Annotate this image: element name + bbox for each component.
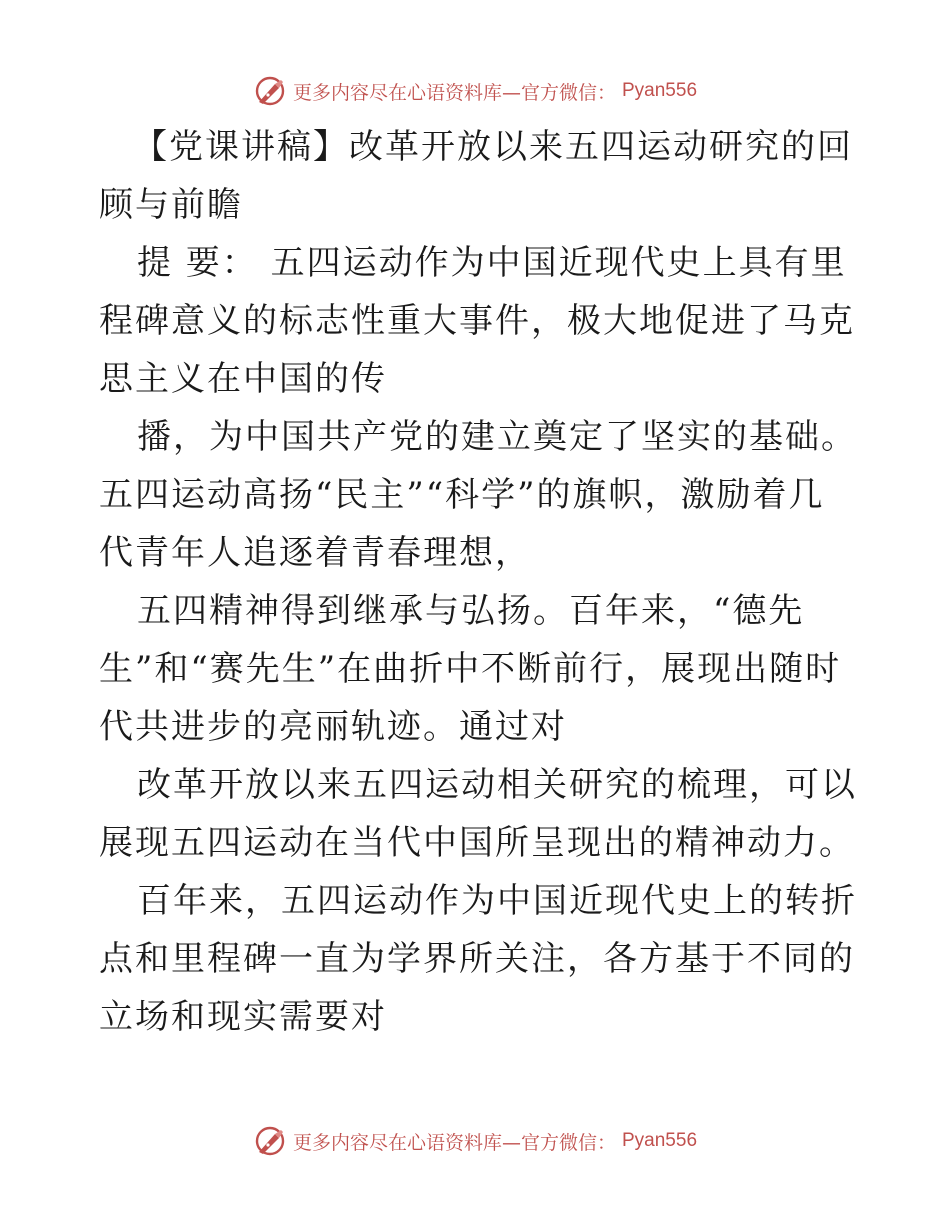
header-watermark-handle: Pyan556 [622,80,698,101]
header-watermark-text: 更多内容尽在心语资料库—官方微信： [292,81,616,104]
document-title: 【党课讲稿】改革开放以来五四运动研究的回顾与前瞻 [99,127,853,225]
pen-nib-logo-icon [253,1124,287,1158]
footer-watermark-handle: Pyan556 [622,1130,698,1151]
abstract-paragraph-1: 提 要： 五四运动作为中国近现代史上具有里程碑意义的标志性重大事件，极大地促进了马克思主义在中国的传 [99,243,855,399]
page-header-watermark [0,74,950,108]
document-body [99,118,859,1046]
pen-nib-logo-icon [253,74,287,108]
abstract-paragraph-4: 改革开放以来五四运动相关研究的梳理，可以展现五四运动在当代中国所呈现出的精神动力。 [99,765,857,863]
body-paragraph-1: 百年来，五四运动作为中国近现代史上的转折点和里程碑一直为学界所关注，各方基于不同的立场和现实需要对 [99,881,857,1037]
page-footer-watermark [0,1124,950,1158]
abstract-paragraph-2: 播，为中国共产党的建立奠定了坚实的基础。五四运动高扬“民主”“科学”的旗帜，激励着几代青年人追逐着青春理想， [99,417,857,573]
footer-watermark-text: 更多内容尽在心语资料库—官方微信： [292,1131,616,1154]
abstract-paragraph-3: 五四精神得到继承与弘扬。百年来，“德先生”和“赛先生”在曲折中不断前行，展现出随时代共进步的亮丽轨迹。通过对 [99,591,842,747]
